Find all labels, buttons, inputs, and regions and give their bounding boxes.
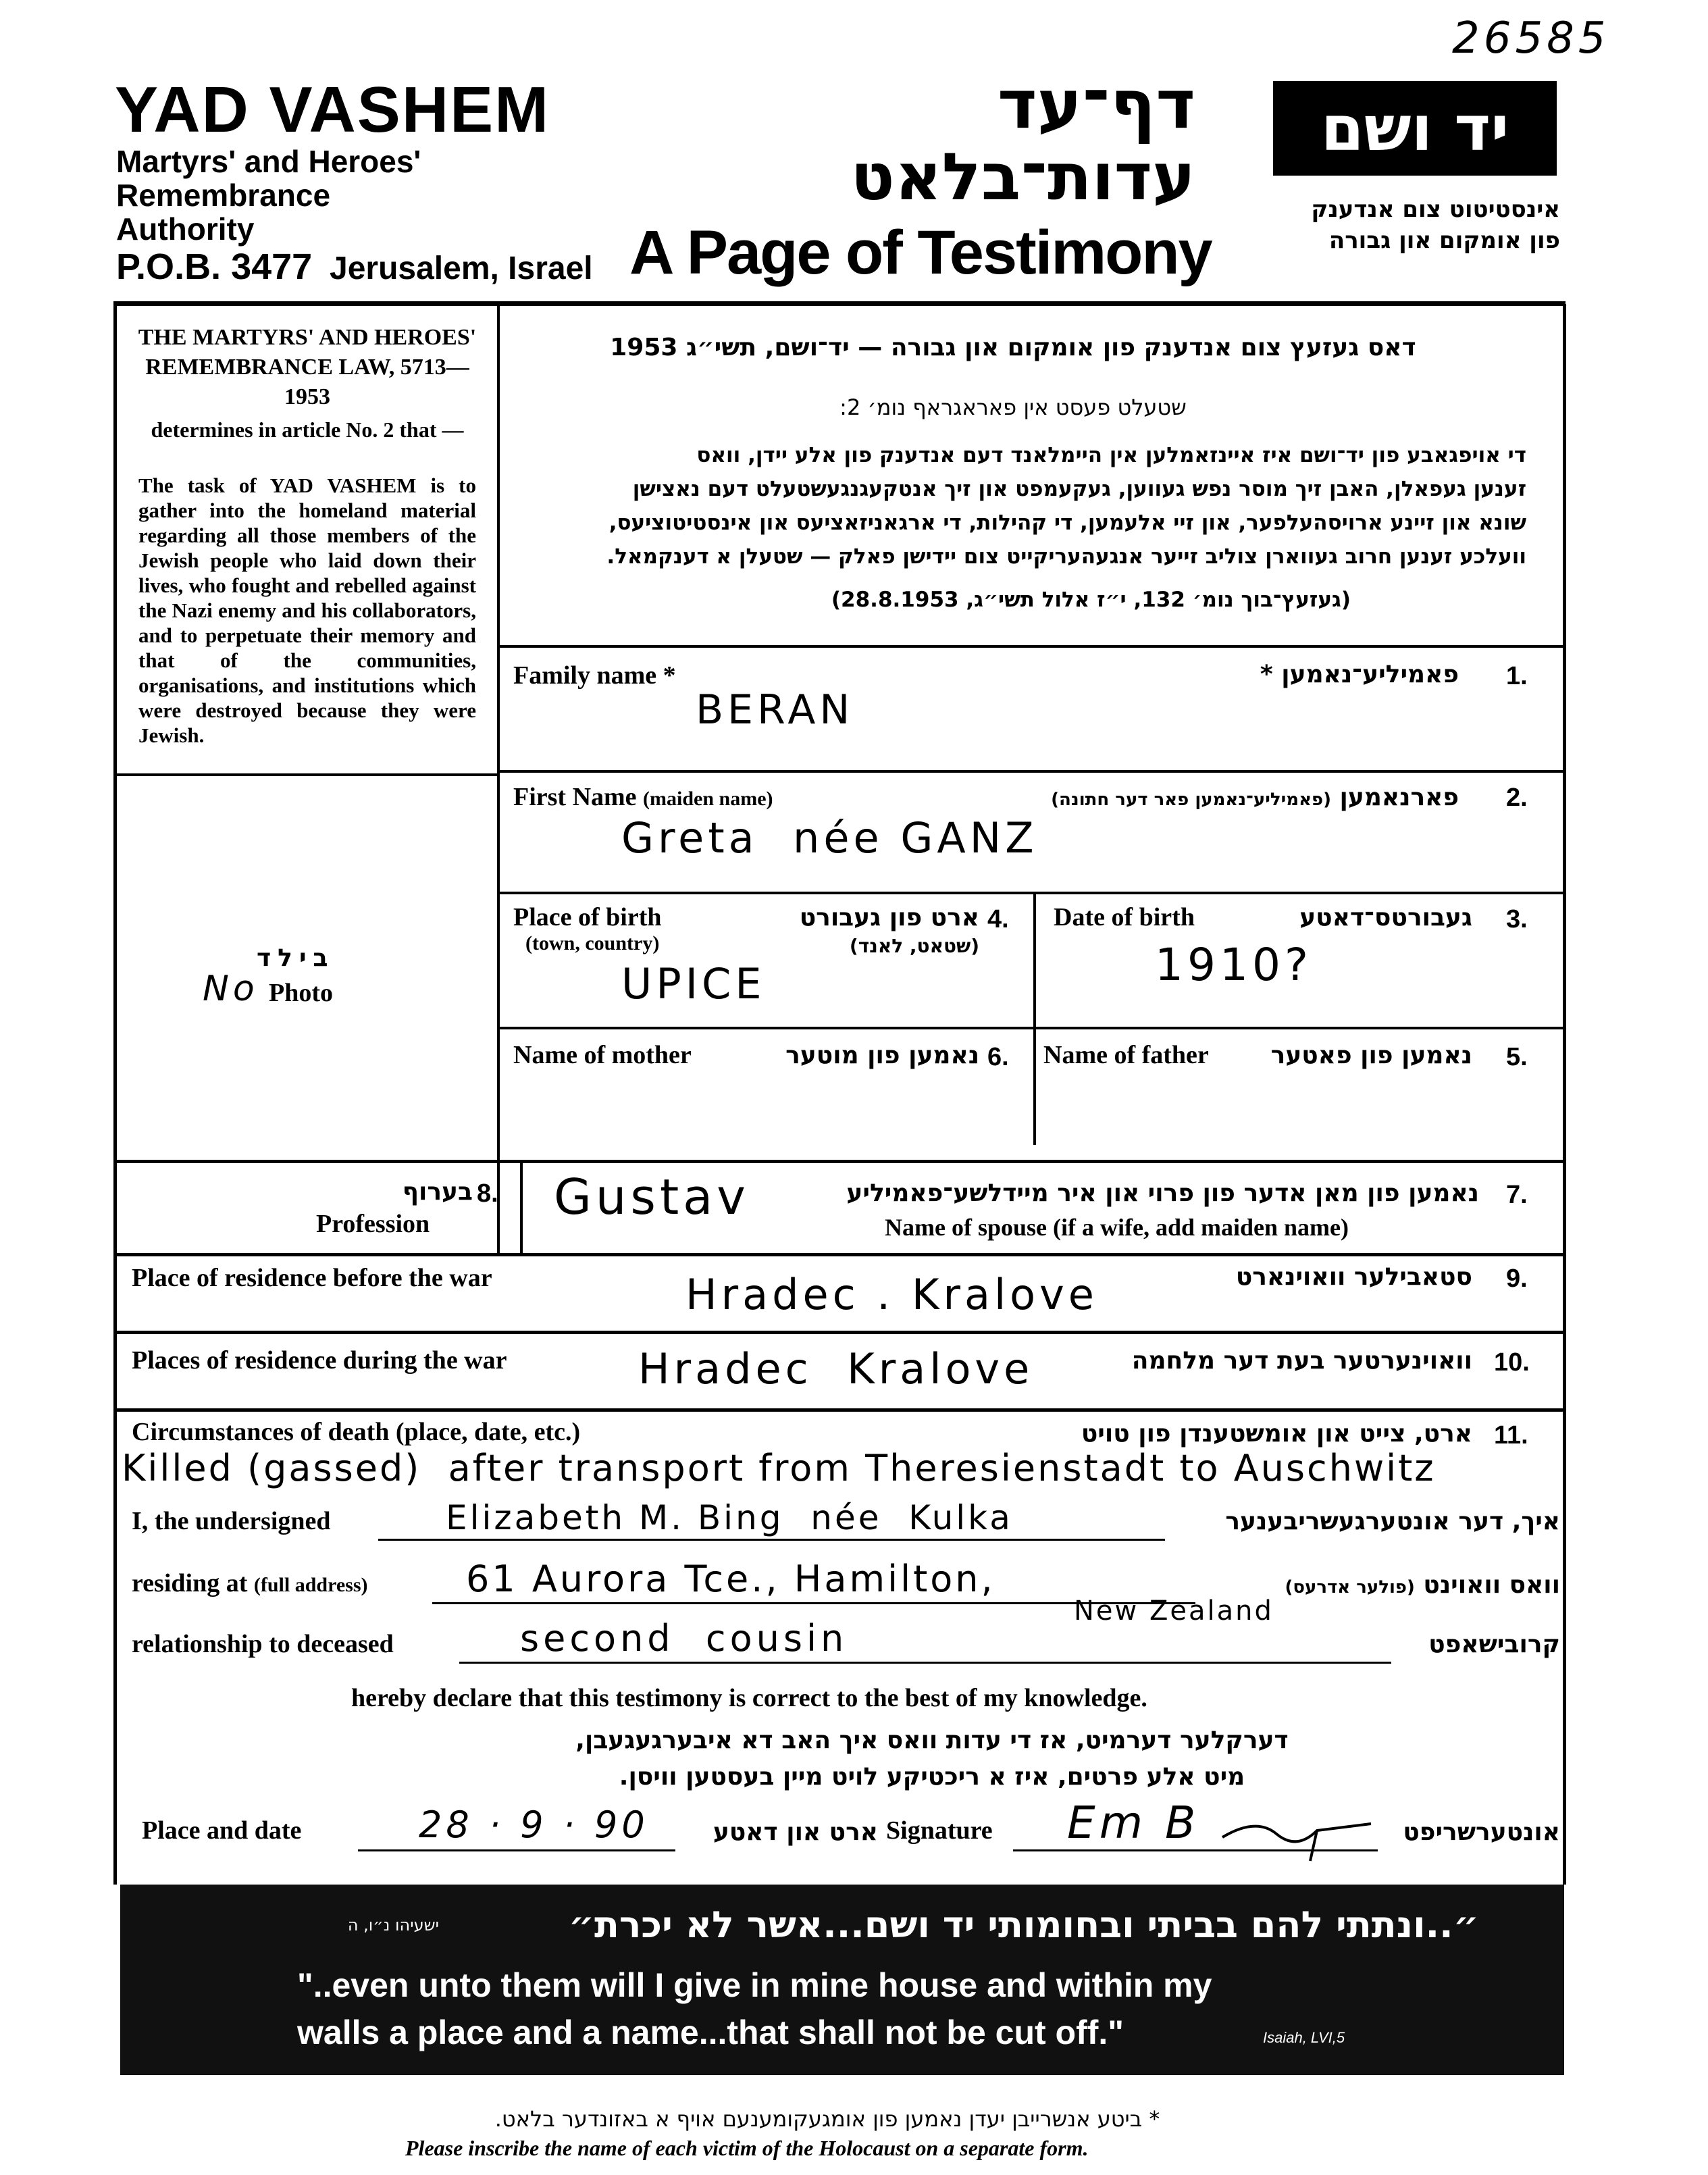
law-box-title: THE MARTYRS' AND HEROES' REMEMBRANCE LAW, 5713—1953 — [138, 325, 477, 409]
field-2-top-rule — [497, 770, 1564, 773]
law-yiddish-line-6: וועלכע זענען חרוב געווארן צוליב זייער אנגעהעריקייט צום יידישן פאלק — שטעלן א דענקמאל. — [606, 544, 1526, 569]
residing-value[interactable]: 61 Aurora Tce., Hamilton, — [466, 1558, 995, 1600]
field-8-label-yiddish: בערוף — [402, 1178, 473, 1206]
org-line-3: Authority — [116, 211, 255, 247]
law-yiddish-line-1: דאס געזעץ צום אנדענק פון אומקום און גבורה — יד־ושם, תשי״ג 1953 — [610, 334, 1416, 361]
field-2-label-yiddish-extra: (פאמיליע־נאמען פאר דער חתונה) — [1051, 790, 1331, 810]
field-7-label: Name of spouse (if a wife, add maiden name) — [885, 1214, 1349, 1241]
undersigned-label: I, the undersigned — [132, 1507, 331, 1535]
field-10-label-yiddish: וואוינערטער בעת דער מלחמה — [1131, 1347, 1472, 1375]
yad-vashem-logo — [1273, 81, 1557, 176]
logo-text: יד ושם — [1320, 92, 1509, 165]
residing-value-2[interactable]: New Zealand — [1074, 1595, 1274, 1627]
residing-label-yiddish-main: וואס וואוינט — [1423, 1571, 1560, 1599]
law-yiddish-line-4: זענען געפאלן, האבן זיך מוסר נפש געווען, געקעמפט און זיך אנטקעגנגעשטעלט דעם נאצישן — [632, 477, 1526, 501]
title-yiddish-1: דף־עד — [997, 65, 1195, 144]
place-of-birth-value[interactable]: UPICE — [621, 959, 766, 1008]
signature-label-yiddish: אונטערשריפט — [1403, 1818, 1560, 1846]
banner-english-reference: Isaiah, LVI,5 — [1263, 2029, 1345, 2046]
field-10-number: 10. — [1494, 1348, 1530, 1377]
residing-label — [132, 1568, 368, 1598]
field-8-number: 8. — [477, 1179, 498, 1208]
signature-value[interactable]: Em B — [1067, 1797, 1200, 1849]
relationship-label-yiddish: קרובישאפט — [1428, 1631, 1560, 1658]
form-right-border — [1563, 304, 1566, 1885]
place-date-label-yiddish: ארט און דאטע — [713, 1818, 878, 1846]
relationship-value[interactable]: second cousin — [520, 1617, 848, 1660]
field-7-number: 7. — [1506, 1181, 1528, 1209]
photo-label: Photo — [269, 979, 333, 1007]
field-2-label-extra: (maiden name) — [643, 788, 773, 810]
field-4-label: Place of birth — [513, 903, 662, 931]
field-1-top-rule — [497, 645, 1564, 648]
field-1-label-yiddish: פאמיליע־נאמען * — [1260, 661, 1459, 688]
first-name-value[interactable]: Greta née GANZ — [621, 813, 1038, 863]
undersigned-value[interactable]: Elizabeth M. Bing née Kulka — [446, 1498, 1013, 1537]
residence-before-war-value[interactable]: Hradec . Kralove — [685, 1270, 1098, 1319]
title-yiddish-2: עדות־בלאט — [850, 139, 1195, 215]
law-yiddish-line-7: (געזעץ־בוך נומ׳ 132, י״ז אלול תשי״ג, 28.8.1953) — [831, 588, 1351, 612]
field-1-number: 1. — [1506, 662, 1528, 690]
org-pob: P.O.B. 3477 — [116, 247, 313, 287]
field-9-label: Place of residence before the war — [132, 1264, 492, 1292]
field-2-number: 2. — [1506, 784, 1528, 812]
law-yiddish-line-3: די אויפגאבע פון יד־ושם איז איינזאמלען אין היימלאנד דעם אנדענק פון אלע יידן, וואס — [696, 443, 1526, 467]
field-11-label: Circumstances of death (place, date, etc.) — [132, 1418, 581, 1446]
residence-during-war-value[interactable]: Hradec Kralove — [638, 1344, 1034, 1393]
field-5-number: 5. — [1506, 1043, 1528, 1071]
field-3-label: Date of birth — [1054, 903, 1195, 931]
residing-label-extra: (full address) — [253, 1574, 368, 1596]
banner-hebrew: ״..ונתתי להם בביתי ובחומותי יד ושם...אשר לא יכרת״ — [568, 1903, 1479, 1946]
place-date-value[interactable]: 28 · 9 · 90 — [419, 1803, 649, 1846]
org-line-1: Martyrs' and Heroes' — [116, 144, 421, 179]
title-english: A Page of Testimony — [629, 218, 1212, 287]
banner-english-2: walls a place and a name...that shall not be cut off." — [297, 2014, 1124, 2051]
field-1-label: Family name * — [513, 661, 676, 690]
photo-label-yiddish: בילד — [257, 944, 335, 972]
org-city: Jerusalem, Israel — [330, 251, 593, 286]
declaration-yiddish-1: דערקלער דערמיט, אז די עדות וואס איך האב דא איבערגעגעבן, — [575, 1726, 1289, 1754]
declaration-statement: hereby declare that this testimony is correct to the best of my knowledge. — [351, 1684, 1147, 1712]
org-name: YAD VASHEM — [115, 74, 550, 146]
field-10-label: Places of residence during the war — [132, 1346, 507, 1375]
field-11-number: 11. — [1494, 1421, 1528, 1450]
left-column-divider — [497, 304, 500, 1253]
field-2-label-yiddish-main: פארנאמען — [1339, 784, 1459, 811]
law-box-bottom-rule — [115, 773, 498, 776]
photo-handwritten-no: No — [203, 969, 259, 1009]
undersigned-line — [378, 1539, 1165, 1541]
footer-english: Please inscribe the name of each victim of the Holocaust on a separate form. — [405, 2136, 1089, 2160]
field-8-label: Profession — [316, 1210, 430, 1238]
signature-flourish — [1216, 1803, 1391, 1864]
date-of-birth-value[interactable]: 1910? — [1155, 939, 1312, 991]
law-box-subtitle: determines in article No. 2 that — — [151, 417, 464, 442]
field-4-label-yiddish-extra: (שטאט, לאנד) — [849, 935, 979, 957]
residing-label-yiddish — [1202, 1571, 1560, 1599]
residing-label-main: residing at — [132, 1569, 248, 1597]
form-left-border — [113, 304, 117, 1885]
circumstances-of-death-value[interactable]: Killed (gassed) after transport from Theresienstadt to Auschwitz — [122, 1447, 1436, 1489]
law-box-body: The task of YAD VASHEM is to gather into the homeland material regarding all those members of the Jewish people who laid down their lives, who fought and rebelled against the Nazi enemy and his collaborators, and to perpetuate their memory and that of the communities, organisations, and institutions which were destroyed because they were Jewish. — [138, 474, 476, 747]
field-3-number: 3. — [1506, 905, 1528, 933]
law-yiddish-line-5: שונא און זיינע ארויסהעלפער, און זיי אלעמען, די קהילות, די ארגאניזאציעס און אינסטיטוציעס, — [609, 511, 1526, 535]
place-date-line — [358, 1849, 675, 1851]
field-2-label — [513, 782, 773, 812]
archive-number: 26585 — [1452, 14, 1610, 63]
field-4-label-yiddish: ארט פון געבורט — [799, 904, 979, 931]
field-6-number: 6. — [987, 1043, 1009, 1071]
field-5-label: Name of father — [1043, 1041, 1209, 1069]
place-date-label: Place and date — [142, 1816, 302, 1845]
field-6-label-yiddish: נאמען פון מוטער — [785, 1042, 979, 1069]
undersigned-label-yiddish: איך, דער אונטערגעשריבענער — [1225, 1508, 1560, 1535]
spouse-name-value[interactable]: Gustav — [554, 1169, 750, 1225]
relationship-label: relationship to deceased — [132, 1630, 394, 1658]
field-5-label-yiddish: נאמען פון פאטער — [1270, 1042, 1472, 1069]
field-7-label-yiddish: נאמען פון מאן אדער פון פרוי און איר מיידלשע־פאמיליע — [846, 1179, 1479, 1207]
family-name-value[interactable]: BERAN — [696, 686, 854, 734]
banner-hebrew-reference: ישעיהו נ״ו, ה — [347, 1916, 439, 1935]
logo-caption-1: אינסטיטוט צום אנדענק — [1311, 196, 1560, 223]
field-4-label-extra: (town, country) — [525, 932, 660, 954]
field-9-top-rule — [115, 1253, 1564, 1256]
field-6-label: Name of mother — [513, 1041, 692, 1069]
declaration-yiddish-2: מיט אלע פרטים, איז א ריכטיקע לויט מיין בעסטען וויסן. — [619, 1763, 1245, 1791]
logo-caption-2: פון אומקום און גבורה — [1328, 227, 1560, 254]
field-3-4-divider — [1033, 892, 1036, 1145]
field-4-number: 4. — [987, 905, 1009, 933]
header-rule — [113, 301, 1565, 306]
field-2-label-yiddish — [918, 784, 1459, 811]
field-10-top-rule — [115, 1331, 1564, 1334]
field-9-label-yiddish: סטאבילער וואוינארט — [1235, 1263, 1472, 1291]
field-11-label-yiddish: ארט, צייט און אומשטענדן פון טויט — [1081, 1420, 1472, 1448]
field-9-number: 9. — [1506, 1264, 1528, 1293]
org-line-2: Remembrance — [116, 178, 331, 213]
field-7-8-top-rule — [115, 1160, 1564, 1163]
law-yiddish-line-2: שטעלט פעסט אין פאראגראף נומ׳ 2: — [839, 394, 1187, 420]
field-11-top-rule — [115, 1408, 1564, 1412]
signature-label: Signature — [886, 1816, 993, 1845]
field-5-6-top-rule — [497, 1027, 1564, 1029]
field-3-label-yiddish: געבורטס־דאטע — [1299, 904, 1472, 931]
field-7-8-divider — [520, 1162, 523, 1253]
field-2-label-main: First Name — [513, 783, 637, 811]
relationship-line — [459, 1662, 1391, 1664]
banner-english-1: "..even unto them will I give in mine house and within my — [297, 1966, 1212, 2004]
footer-yiddish: * ביטע אנשרייבן יעדן נאמען פון אומגעקומענעם אויף א באזונדער בלאט. — [494, 2106, 1160, 2132]
residing-label-yiddish-extra: (פולער אדרעס) — [1285, 1577, 1415, 1597]
field-3-4-top-rule — [497, 892, 1564, 894]
